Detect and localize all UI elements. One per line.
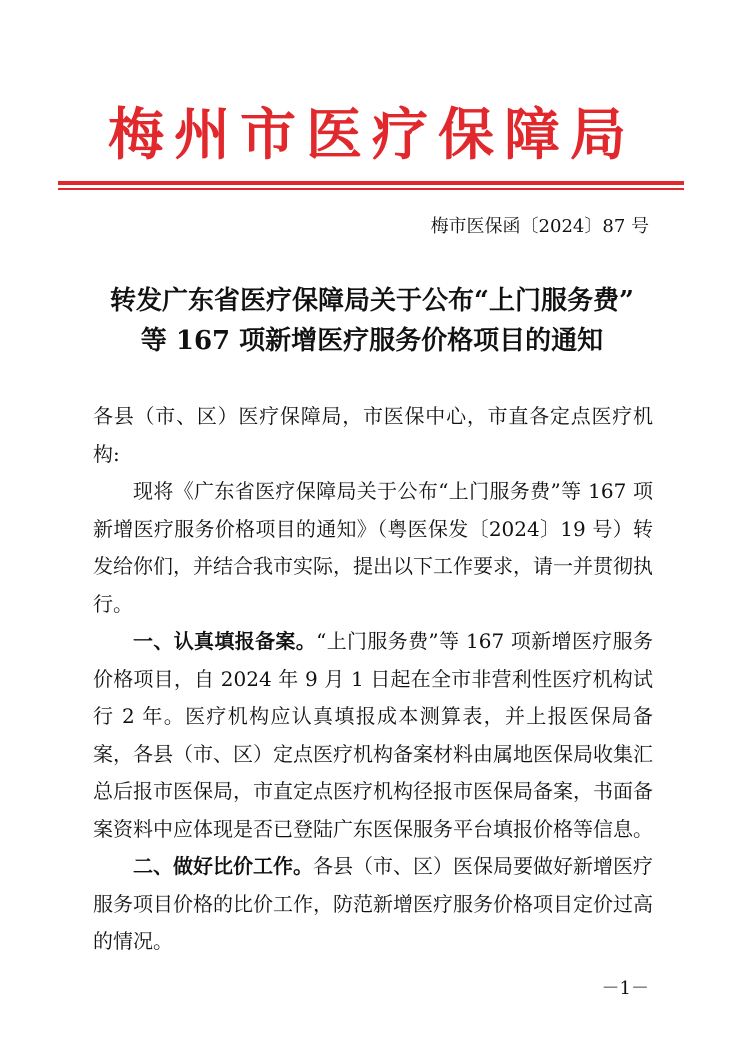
document-title [0, 281, 744, 361]
page-number: －1－ [601, 978, 649, 999]
section-2-paragraph [93, 848, 653, 961]
document-number: 梅市医保函〔2024〕87 号 [430, 216, 649, 237]
section-1-text: “上门服务费”等 167 项新增医疗服务价格项目，自 2024 年 9 月 1 日起在全市非营利性医疗机构试行 2 年。医疗机构应认真填报成本测算表，并上报医保局备案，各县（市、区）定点医疗机构备案材料由属地医保局收集汇总后报市医保局，市直定点医疗机构径报市医保局备案，书面备案资料中应体现是否已登陆广东医保服务平台填报价格等信息。 [93, 629, 654, 841]
section-1-heading: 一、认真填报备案。 [133, 629, 317, 653]
section-1-paragraph [93, 623, 653, 848]
salutation: 各县（市、区）医疗保障局，市医保中心，市直各定点医疗机构: [93, 404, 653, 466]
section-2-text: 各县（市、区）医保局要做好新增医疗服务项目价格的比价工作，防范新增医疗服务价格项目定价过高的情况。 [93, 854, 653, 953]
document-title-line-1: 转发广东省医疗保障局关于公布“上门服务费” [110, 286, 634, 316]
agency-header-title: 梅州市医疗保障局 [108, 102, 636, 168]
header-rule-thin [58, 188, 684, 190]
section-2-heading: 二、做好比价工作。 [133, 854, 313, 878]
document-body [93, 398, 653, 961]
intro-paragraph: 现将《广东省医疗保障局关于公布“上门服务费”等 167 项新增医疗服务价格项目的通知》（粤医保发〔2024〕19 号）转发给你们，并结合我市实际，提出以下工作要求，请一并贯彻执行。 [93, 479, 653, 616]
header-rule-thick [58, 181, 684, 185]
document-title-line-2: 等 167 项新增医疗服务价格项目的通知 [140, 326, 604, 356]
